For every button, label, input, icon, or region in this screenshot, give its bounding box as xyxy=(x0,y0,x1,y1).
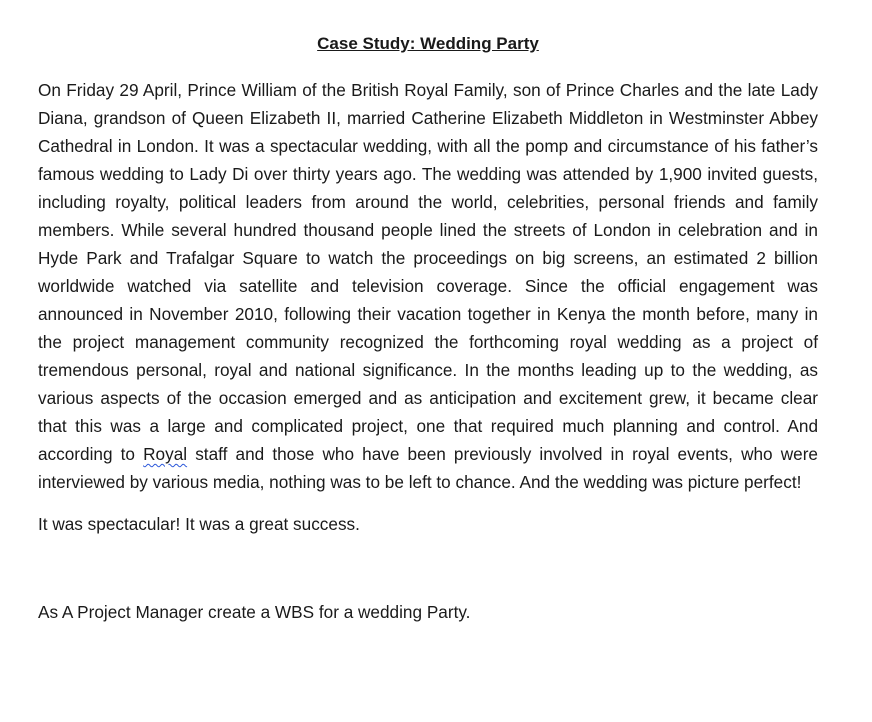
task-instruction: As A Project Manager create a WBS for a wedding Party. xyxy=(38,602,471,622)
case-study-paragraph xyxy=(38,76,818,496)
spellcheck-flagged-word[interactable]: Royal xyxy=(143,444,188,464)
document-page xyxy=(38,32,818,626)
paragraph-text-part-2: staff and those who have been previously involved in royal events, who were interviewed by various media, nothing was to be left to chance. And the wedding was picture perfect! xyxy=(38,444,818,492)
paragraph-text-part-1: On Friday 29 April, Prince William of the British Royal Family, son of Prince Charles and the late Lady Diana, grandson of Queen Elizabeth II, married Catherine Elizabeth Middleton in Westminster Abbey Cathedral in London. It was a spectacular wedding, with all the pomp and circumstance of his father’s famous wedding to Lady Di over thirty years ago. The wedding was attended by 1,900 invited guests, including royalty, political leaders from around the world, celebrities, personal friends and family members. While several hundred thousand people lined the streets of London in celebration and in Hyde Park and Trafalgar Square to watch the proceedings on big screens, an estimated 2 billion worldwide watched via satellite and television coverage. Since the official engagement was announced in November 2010, following their vacation together in Kenya the month before, many in the project management community recognized the forthcoming royal wedding as a project of tremendous personal, royal and national significance. In the months leading up to the wedding, as various aspects of the occasion emerged and as anticipation and excitement grew, it became clear that this was a large and complicated project, one that required much planning and control. And according to xyxy=(38,80,818,464)
document-title: Case Study: Wedding Party xyxy=(317,34,539,53)
summary-paragraph: It was spectacular! It was a great success. xyxy=(38,514,360,534)
